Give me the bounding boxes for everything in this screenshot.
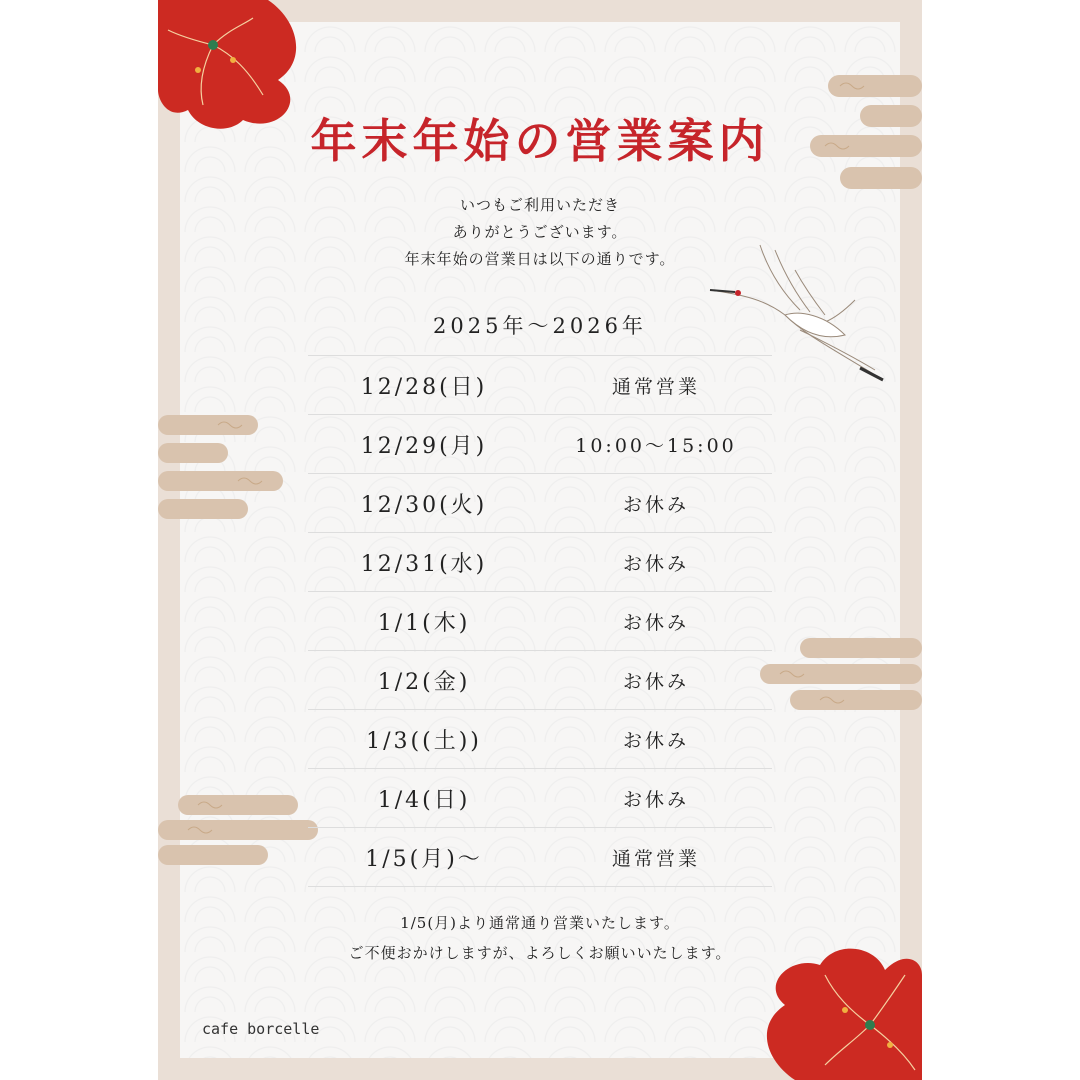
schedule-status: お休み <box>622 788 689 811</box>
schedule-date: 12/30(火) <box>360 492 488 518</box>
schedule-status: 10:00～15:00 <box>575 434 737 457</box>
schedule-status: お休み <box>622 611 689 634</box>
schedule-status: 通常営業 <box>611 847 700 870</box>
closing-line-2: ご不便おかけしますが、よろしくお願いいたします。 <box>348 944 732 962</box>
closing-line-1: 1/5(月)より通常通り営業いたします。 <box>400 914 680 932</box>
intro-message <box>0 192 1080 273</box>
table-row <box>308 592 772 651</box>
table-row <box>308 710 772 769</box>
schedule-date: 12/31(水) <box>360 551 488 577</box>
schedule-status: お休み <box>622 552 689 575</box>
schedule-status: お休み <box>622 670 689 693</box>
schedule-date: 12/29(月) <box>360 433 488 459</box>
table-row <box>308 651 772 710</box>
table-row <box>308 356 772 415</box>
page-title: 年末年始の営業案内 <box>310 114 770 168</box>
schedule-date: 1/2(金) <box>377 669 471 695</box>
intro-line-1: いつもご利用いただき <box>459 196 620 214</box>
table-row <box>308 415 772 474</box>
schedule-date: 1/3((土)) <box>366 728 482 754</box>
cloud-left-bottom-icon <box>158 795 318 865</box>
table-row <box>308 474 772 533</box>
schedule-status: 通常営業 <box>611 375 700 398</box>
table-row <box>308 533 772 592</box>
schedule-date: 12/28(日) <box>360 374 488 400</box>
table-row <box>308 769 772 828</box>
cloud-left-middle-icon <box>158 415 288 525</box>
brand-name: cafe borcelle <box>202 1020 320 1038</box>
closing-message <box>0 908 1080 968</box>
schedule-date: 1/5(月)～ <box>365 846 483 872</box>
schedule-status: お休み <box>622 729 689 752</box>
schedule-table <box>308 355 772 887</box>
schedule-date: 1/1(木) <box>377 610 471 636</box>
schedule-status: お休み <box>622 493 689 516</box>
year-range: 2025年～2026年 <box>433 314 647 338</box>
table-row <box>308 828 772 887</box>
intro-line-3: 年末年始の営業日は以下の通りです。 <box>404 250 676 268</box>
schedule-date: 1/4(日) <box>377 787 471 813</box>
cloud-right-middle-icon <box>760 638 922 710</box>
intro-line-2: ありがとうございます。 <box>452 223 628 241</box>
